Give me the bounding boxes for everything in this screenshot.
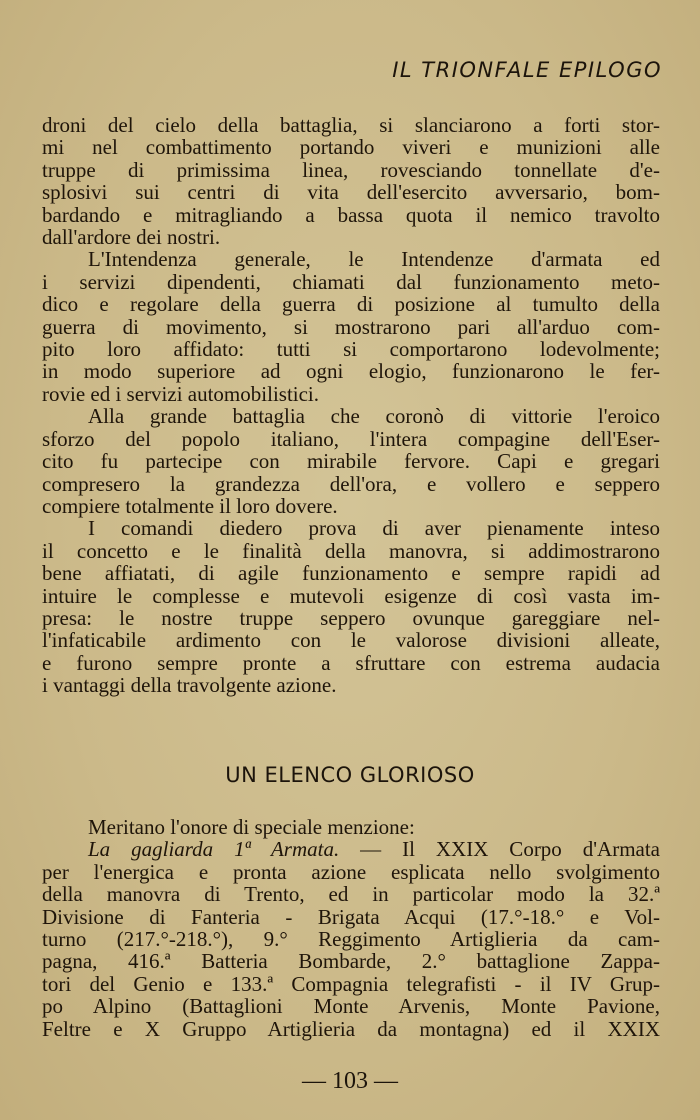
text-line: compresero la grandezza dell'ora, e vollero e seppero <box>42 471 660 496</box>
text-line: l'infaticabile ardimento con le valorose divisioni alleate, <box>42 628 660 653</box>
text-line: compiere totalmente il loro dovere. <box>42 493 338 518</box>
text-line: in modo superiore ad ogni elogio, funzionarono le fer- <box>42 359 660 384</box>
text-line-rest: — Il XXIX Corpo d'Armata <box>339 837 661 862</box>
page-number: — 103 — <box>302 1068 398 1094</box>
text-line: intuire le complesse e mutevoli esigenze di così vasta im- <box>42 583 660 608</box>
body-text-bottom <box>42 816 660 1040</box>
text-line: Divisione di Fanteria - Brigata Acqui (17.°-18.° e Vol- <box>42 904 660 929</box>
text-line: rovie ed i servizi automobilistici. <box>42 381 320 406</box>
text-line: L'Intendenza generale, le Intendenze d'armata ed <box>88 247 660 272</box>
text-line: Meritano l'onore di speciale menzione: <box>88 815 415 839</box>
text-line: bardando e mitragliando a bassa quota il nemico travolto <box>42 202 660 227</box>
text-line: Feltre e X Gruppo Artiglieria da montagna) ed il XXIX <box>42 1016 660 1041</box>
text-line: tori del Genio e 133.ª Compagnia telegrafisti - il IV Grup- <box>42 971 660 996</box>
text-line: presa: le nostre truppe seppero ovunque gareggiare nel- <box>42 605 660 630</box>
text-line: dall'ardore dei nostri. <box>42 225 221 250</box>
running-head: IL TRIONFALE EPILOGO <box>392 58 662 82</box>
text-line: guerra di movimento, si mostrarono pari all'arduo com- <box>42 314 660 339</box>
text-line: sforzo del popolo italiano, l'intera compagine dell'Eser- <box>42 426 660 451</box>
text-line: i servizi dipendenti, chiamati dal funzionamento meto- <box>42 269 660 294</box>
text-line: pito loro affidato: tutti si comportarono lodevolmente; <box>42 337 660 362</box>
text-line: cito fu partecipe con mirabile fervore. Capi e gregari <box>42 449 660 474</box>
text-line: po Alpino (Battaglioni Monte Arvenis, Monte Pavione, <box>42 994 660 1019</box>
text-line: splosivi sui centri di vita dell'esercito avversario, bom- <box>42 180 660 205</box>
text-line: mi nel combattimento portando viveri e munizioni alle <box>42 135 660 160</box>
text-line: della manovra di Trento, ed in particolar modo la 32.ª <box>42 882 660 907</box>
section-title: UN ELENCO GLORIOSO <box>225 763 475 787</box>
text-line: per l'energica e pronta azione esplicata nello svolgimento <box>42 859 660 884</box>
body-text-top <box>42 114 660 697</box>
text-line: pagna, 416.ª Batteria Bombarde, 2.° battaglione Zappa- <box>42 949 660 974</box>
text-line: e furono sempre pronte a sfruttare con estrema audacia <box>42 650 660 675</box>
text-line <box>42 838 660 860</box>
text-line: droni del cielo della battaglia, si slanciarono a forti stor- <box>42 113 660 137</box>
italic-heading: La gagliarda 1ª Armata. <box>88 837 340 862</box>
text-line: truppe di primissima linea, rovesciando tonnellate d'e- <box>42 157 660 182</box>
text-line: turno (217.°-218.°), 9.° Reggimento Artiglieria da cam- <box>42 927 660 952</box>
text-line: dico e regolare della guerra di posizione al tumulto della <box>42 292 660 317</box>
text-line: i vantaggi della travolgente azione. <box>42 673 337 698</box>
text-line: il concetto e le finalità della manovra, si addimostrarono <box>42 538 660 563</box>
text-line: bene affiatati, di agile funzionamento e sempre rapidi ad <box>42 561 660 586</box>
text-line: Alla grande battaglia che coronò di vittorie l'eroico <box>88 404 660 429</box>
text-line: I comandi diedero prova di aver pienamente inteso <box>88 516 660 541</box>
